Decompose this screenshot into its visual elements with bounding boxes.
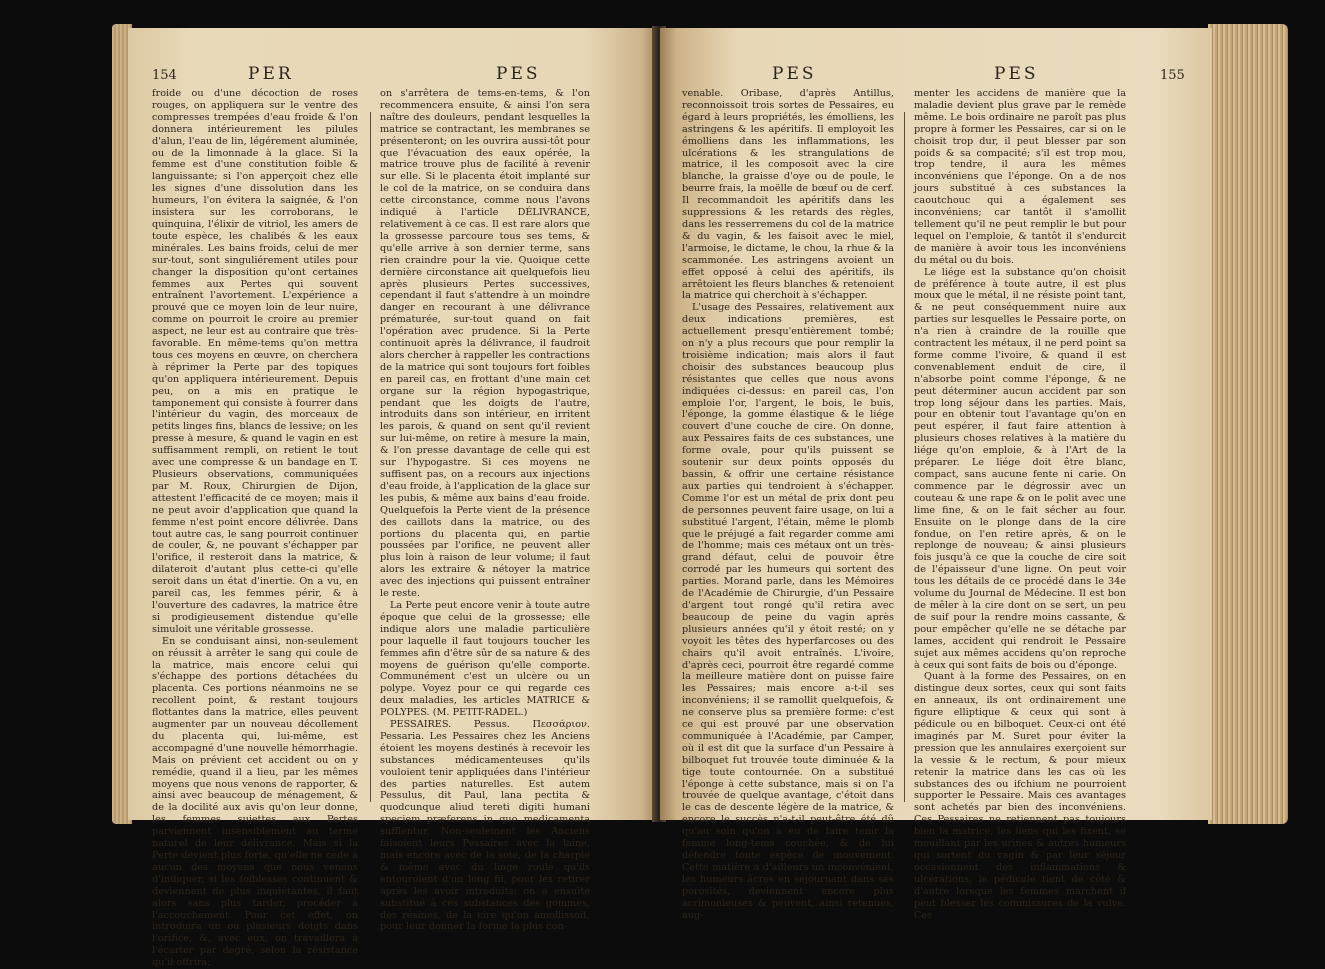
paragraph: L'usage des Pessaires, relativement aux deux indications premières, est actuellement presqu'entièrement tombé; on n'y a plus recours que pour remplir la troisième indication; mais alors il faut choisir des substances beaucoup plus résistantes que celles que nous avons indiquées ci-dessus: en pareil cas, l'on emploie l'or, l'argent, le bois, le buis, l'éponge, la gomme élastique & le liége couvert d'une couche de cire. On donne, aux Pessaires faits de ces substances, une forme ovale, pour qu'ils puissent se soutenir sur deux points opposés du bassin, & offrir une certaine résistance aux parties qui tendroient à s'échapper. Comme l'or est un métal de prix dont peu de personnes peuvent faire usage, on lui a substitué l'argent, l'étain, même le plomb que le préjugé a fait regarder comme ami de l'homme; mais ces métaux ont un très-grand défaut, celui de pouvoir être corrodé par les humeurs qui sortent des parties. Morand parle, dans les Mémoires de l'Académie de Chirurgie, d'un Pessaire d'argent tout rongé qu'il retira avec beaucoup de peine du vagin après plusieurs années qu'il y étoit resté; on y voyoit les têtes des hyperfarcoses ou des chairs qu'il avoit entraînés. L'ivoire, d'après ceci, pourroit être regardé comme la meilleure matière dont on puisse faire les Pessaires; mais encore a-t-il ses inconvéniens; il se ramollit quelquefois, & ne conserve plus sa première forme: c'est ce qui est prouvé par une observation communiquée à l'Académie, par Camper, où il est dit que la surface d'un Pessaire à bilboquet fut trouvée toute diminuée & la tige toute contournée. On a substitué l'éponge à cette substance, mais si on l'a trouvée de quelque avantage, c'étoit dans le cas de descente légère de la matrice, & encore le succès n'a-t-il peut-être été dû qu'au soin qu'on a eu de faire tenir la femme long-tems couchée, & de lui défendre toute espèce de mouvement. Cette matière a d'ailleurs un inconvénient, les humeurs âcres en séjournant dans ses porosités, deviennent encore plus acrimonieuses & peuvent, ainsi retenues, aug-	[682, 302, 894, 921]
paragraph: on s'arrêtera de tems-en-tems, & l'on recommencera ensuite, & ainsi l'on sera naître des douleurs, pendant lesquelles la matrice se contractant, les membranes se présenteront; on les ouvrira aussi-tôt pour que l'évacuation des eaux opérée, la matrice trouve plus de facilité à revenir sur elle. Si le placenta étoit implanté sur le col de la matrice, on se conduira dans cette circonstance, comme nous l'avons indiqué à l'article DÉLIVRANCE, relativement à ce cas. Il est rare alors que la grossesse parcoure tous ses tems, & qu'elle arrive à son dernier terme, sans rien craindre pour la vie. Quoique cette dernière circonstance ait quelquefois lieu après plusieurs Pertes successives, cependant il faut s'attendre à un moindre danger en recourant à une délivrance prématurée, sur-tout quand on fait l'opération avec prudence. Si la Perte continuoit après la délivrance, il faudroit alors chercher à rappeller les contractions de la matrice qui sont toujours fort foibles en pareil cas, en frottant d'une main cet organe sur la région hypogastrique, pendant que les doigts de l'autre, introduits dans son intérieur, en irritent les parois, & quand on sent qu'il revient sur lui-même, on retire à mesure la main, & l'on presse davantage de celle qui est sur l'hypogastre. Si ces moyens ne suffisent pas, on a recours aux injections d'eau froide, à l'application de la glace sur les pubis, & même aux bains d'eau froide. Quelquefois la Perte vient de la présence des caillots dans la matrice, ou des portions du placenta qui, en partie poussées par l'orifice, ne peuvent aller plus loin à raison de leur volume; il faut alors les extraire & nétoyer la matrice avec des injections qui puissent entraîner le reste.	[380, 88, 590, 600]
paragraph: Quant à la forme des Pessaires, on en distingue deux sortes, ceux qui sont faits en anneaux, ils ont ordinairement une figure elliptique & ceux qui sont à pédicule ou en bilboquet. Ceux-ci ont été imaginés par M. Suret pour éviter la pression que les annulaires exerçoient sur la vessie & le rectum, & pour mieux retenir la matrice dans les cas où les substances des ou ifchium ne pourroient supporter le Pessaire. Mais ces avantages sont achetés par bien des inconvéniens. Ces Pessaires ne retiennent pas toujours bien la matrice, les liens qui les fixent, se mouillant par les urines & autres humeurs qui sortent du vagin & par leur séjour occasionnent des inflammations & ulcérations, le pédicule tient de côté & d'autre lorsque les femmes marchent il peut blesser les commissures de la vulve. Ces	[914, 671, 1126, 921]
column-rule	[904, 112, 905, 802]
column-1	[682, 88, 894, 921]
entry-pessaires: PESSAIRES. Pessus. Πεσσάριον. Pessaria. Les Pessaires chez les Anciens étoient les moyens destinés à recevoir les substances médicamenteuses qu'ils vouloient tenir appliquées dans l'intérieur des parties naturelles. Est autem Pessulus, dit Paul, lana pectita & quodcunque aliud tereti digiti humani speciem præferens in quo medicamenta sufflentur. Non-seulement les Anciens faisoient leurs Pessaires avec la laine, mais encore avec de la soie, de la charpie & même avec du linge roulé qu'ils entouroient d'un long fil, pour les retirer après les avoir introduits; on a ensuite substitué à ces substances des gommes, des résines, de la cire qu'on amollissoit, pour leur donner la forme la plus con-	[380, 719, 590, 933]
running-head-left: PER	[248, 64, 294, 84]
page-number: 154	[152, 68, 177, 83]
column-2	[380, 88, 590, 933]
column-1	[152, 88, 358, 969]
paragraph: froide ou d'une décoction de roses rouges, on appliquera sur le ventre des compresses trempées d'eau froide & l'on donnera intérieurement les pilules d'alun, l'eau de lin, légérement aluminée, ou de la limonnade à la glace. Si la femme est d'une constitution foible & languissante; si l'on apperçoit chez elle les signes d'une dissolution dans les humeurs, l'on évitera la saignée, & l'on insistera sur les corroborans, le quinquina, l'élixir de vitriol, les amers de toute espèce, les chalibés & les eaux minérales. Les bains froids, celui de mer sur-tout, sont singuliérement utiles pour changer la disposition qu'ont certaines femmes aux Pertes qui souvent entraînent l'avortement. L'expérience a prouvé que ce moyen loin de leur nuire, comme on pourroit le croire au premier aspect, ne leur est au contraire que très-favorable. En même-tems qu'on mettra tous ces moyens en œuvre, on cherchera à réprimer la Perte par des topiques qu'on appliquera intérieurement. Depuis peu, on a mis en pratique le tamponement qui consiste à fourrer dans l'intérieur du vagin, des morceaux de petits linges fins, blancs de lessive; on les presse à mesure, & quand le vagin en est suffisamment rempli, on retient le tout avec une compresse & un bandage en T. Plusieurs observations, communiquées par M. Roux, Chirurgien de Dijon, attestent l'efficacité de ce moyen; mais il ne peut avoir d'application que quand la femme n'est point encore délivrée. Dans tout autre cas, le sang pourroit continuer de couler, &, ne pouvant s'échapper par l'orifice, il resteroit dans la matrice, & dilateroit d'autant plus cette-ci qu'elle seroit dans un état d'inertie. On a vu, en pareil cas, les femmes périr, & à l'ouverture des cadavres, la matrice être si prodigieusement distendue qu'elle simuloit une véritable grossesse.	[152, 88, 358, 635]
paragraph: venable. Oribase, d'après Antillus, reconnoissoit trois sortes de Pessaires, eu égard à leurs propriétés, les émolliens, les astringens & les apéritifs. Il employoit les émolliens dans les inflammations, les ulcérations & les strangulations de matrice, il les composoit avec la cire blanche, la graisse d'oye ou de poule, le beurre frais, la moëlle de bœuf ou de cerf. Il recommandoit les apéritifs dans les suppressions & les retards des règles, dans les resserremens du col de la matrice & du vagin, & les faisoit avec le miel, l'armoise, le dictame, le chou, la rhue & la scammonée. Les astringens avoient un effet opposé à celui des apéritifs, ils arrêtoient les fleurs blanches & retenoient la matrice qui cherchoit à s'échapper.	[682, 88, 894, 302]
paragraph: menter les accidens de manière que la maladie devient plus grave par le remède même. Le bois ordinaire ne paroît pas plus propre à former les Pessaires, car si on le choisit trop dur, il peut blesser par son poids & sa compacité; s'il est trop mou, trop tendre, il aura les mêmes inconvéniens que l'éponge. On a de nos jours substitué à ces substances la caoutchouc qui a également ses inconvéniens; car tantôt il s'amollit tellement qu'il ne peut remplir le but pour lequel on l'emploie, & tantôt il s'endurcit de manière à avoir tous les inconvéniens du métal ou du bois.	[914, 88, 1126, 266]
paragraph: En se conduisant ainsi, non-seulement on réussit à arrêter le sang qui coule de la matrice, mais encore celui qui s'échappe des portions détachées du placenta. Ces portions néanmoins ne se recollent point, & restant toujours flottantes dans la matrice, elles peuvent augmenter par un nouveau décollement du placenta qui, lui-même, est accompagné d'une nouvelle hémorrhagie. Mais on prévient cet accident ou on y remédie, quand il a lieu, par les mêmes moyens que nous venons de rapporter, & ainsi avec beaucoup de ménagement, & de la docilité aux avis qu'on leur donne, les femmes sujettes aux Pertes parviennent insensiblement au terme naturel de leur délivrance. Mais si la Perte devient plus forte, qu'elle ne cède à aucun des moyens que nous venons d'indiquer, si les foiblesses continuent & deviennent de plus inquiétantes, il faut alors sans plus tarder, procéder à l'accouchement. Pour cet effet, on introduira un ou plusieurs doigts dans l'orifice, &, avec eux, on travaillera à l'écarter par degré, selon la résistance qu'il offrira;	[152, 635, 358, 969]
paragraph: Le liége est la substance qu'on choisit de préférence à toute autre, il est plus moux que le métal, il ne résiste point tant, & ne peut conséquemment nuire aux parties sur lesquelles le Pessaire porte, on n'a rien à craindre de la rouille que contractent les métaux, il ne perd point sa forme comme l'ivoire, & quand il est convenablement enduit de cire, il n'absorbe point comme l'éponge, & ne peut déterminer aucun accident par son trop long séjour dans les parties. Mais, pour en obtenir tout l'avantage qu'on en peut espérer, il faut faire attention à plusieurs choses relatives à la matière du liége qu'on emploie, & à l'Art de la préparer. Le liége doit être blanc, compact, sans aucune fente ni carie. On commence par le dégrossir avec un couteau & une rape & on le polit avec une lime fine, & on le fait sécher au four. Ensuite on le plonge dans de la cire fondue, on l'en retire après, & on le replonge de nouveau; & ainsi plusieurs fois jusqu'à ce que la couche de cire soit de l'épaisseur d'une ligne. On peut voir tous les détails de ce procédé dans le 34e volume du Journal de Médecine. Il est bon de mêler à la cire dont on se sert, un peu de suif pour la rendre moins cassante, & pour empêcher qu'elle ne se détache par lames, accident qui rendroit le Pessaire sujet aux mêmes accidens qu'on reproche à ceux qui sont faits de bois ou d'éponge.	[914, 266, 1126, 671]
column-2	[914, 88, 1126, 921]
running-head-right: PES	[496, 64, 541, 84]
right-page	[660, 28, 1212, 921]
running-head-left: PES	[772, 64, 817, 84]
left-page	[128, 28, 658, 969]
page-number: 155	[1160, 68, 1185, 83]
column-rule	[370, 112, 371, 802]
running-head-right: PES	[994, 64, 1039, 84]
book-edge-right	[1208, 24, 1288, 824]
paragraph: La Perte peut encore venir à toute autre époque que celui de la grossesse; elle indique alors une maladie particulière pour laquelle il faut toujours toucher les femmes afin d'être sûr de sa nature & des moyens de guérison qu'elle comporte. Communément c'est un ulcère ou un polype. Voyez pour ce qui regarde ces deux maladies, les articles MATRICE & POLYPES. (M. PETIT-RADEL.)	[380, 599, 590, 719]
